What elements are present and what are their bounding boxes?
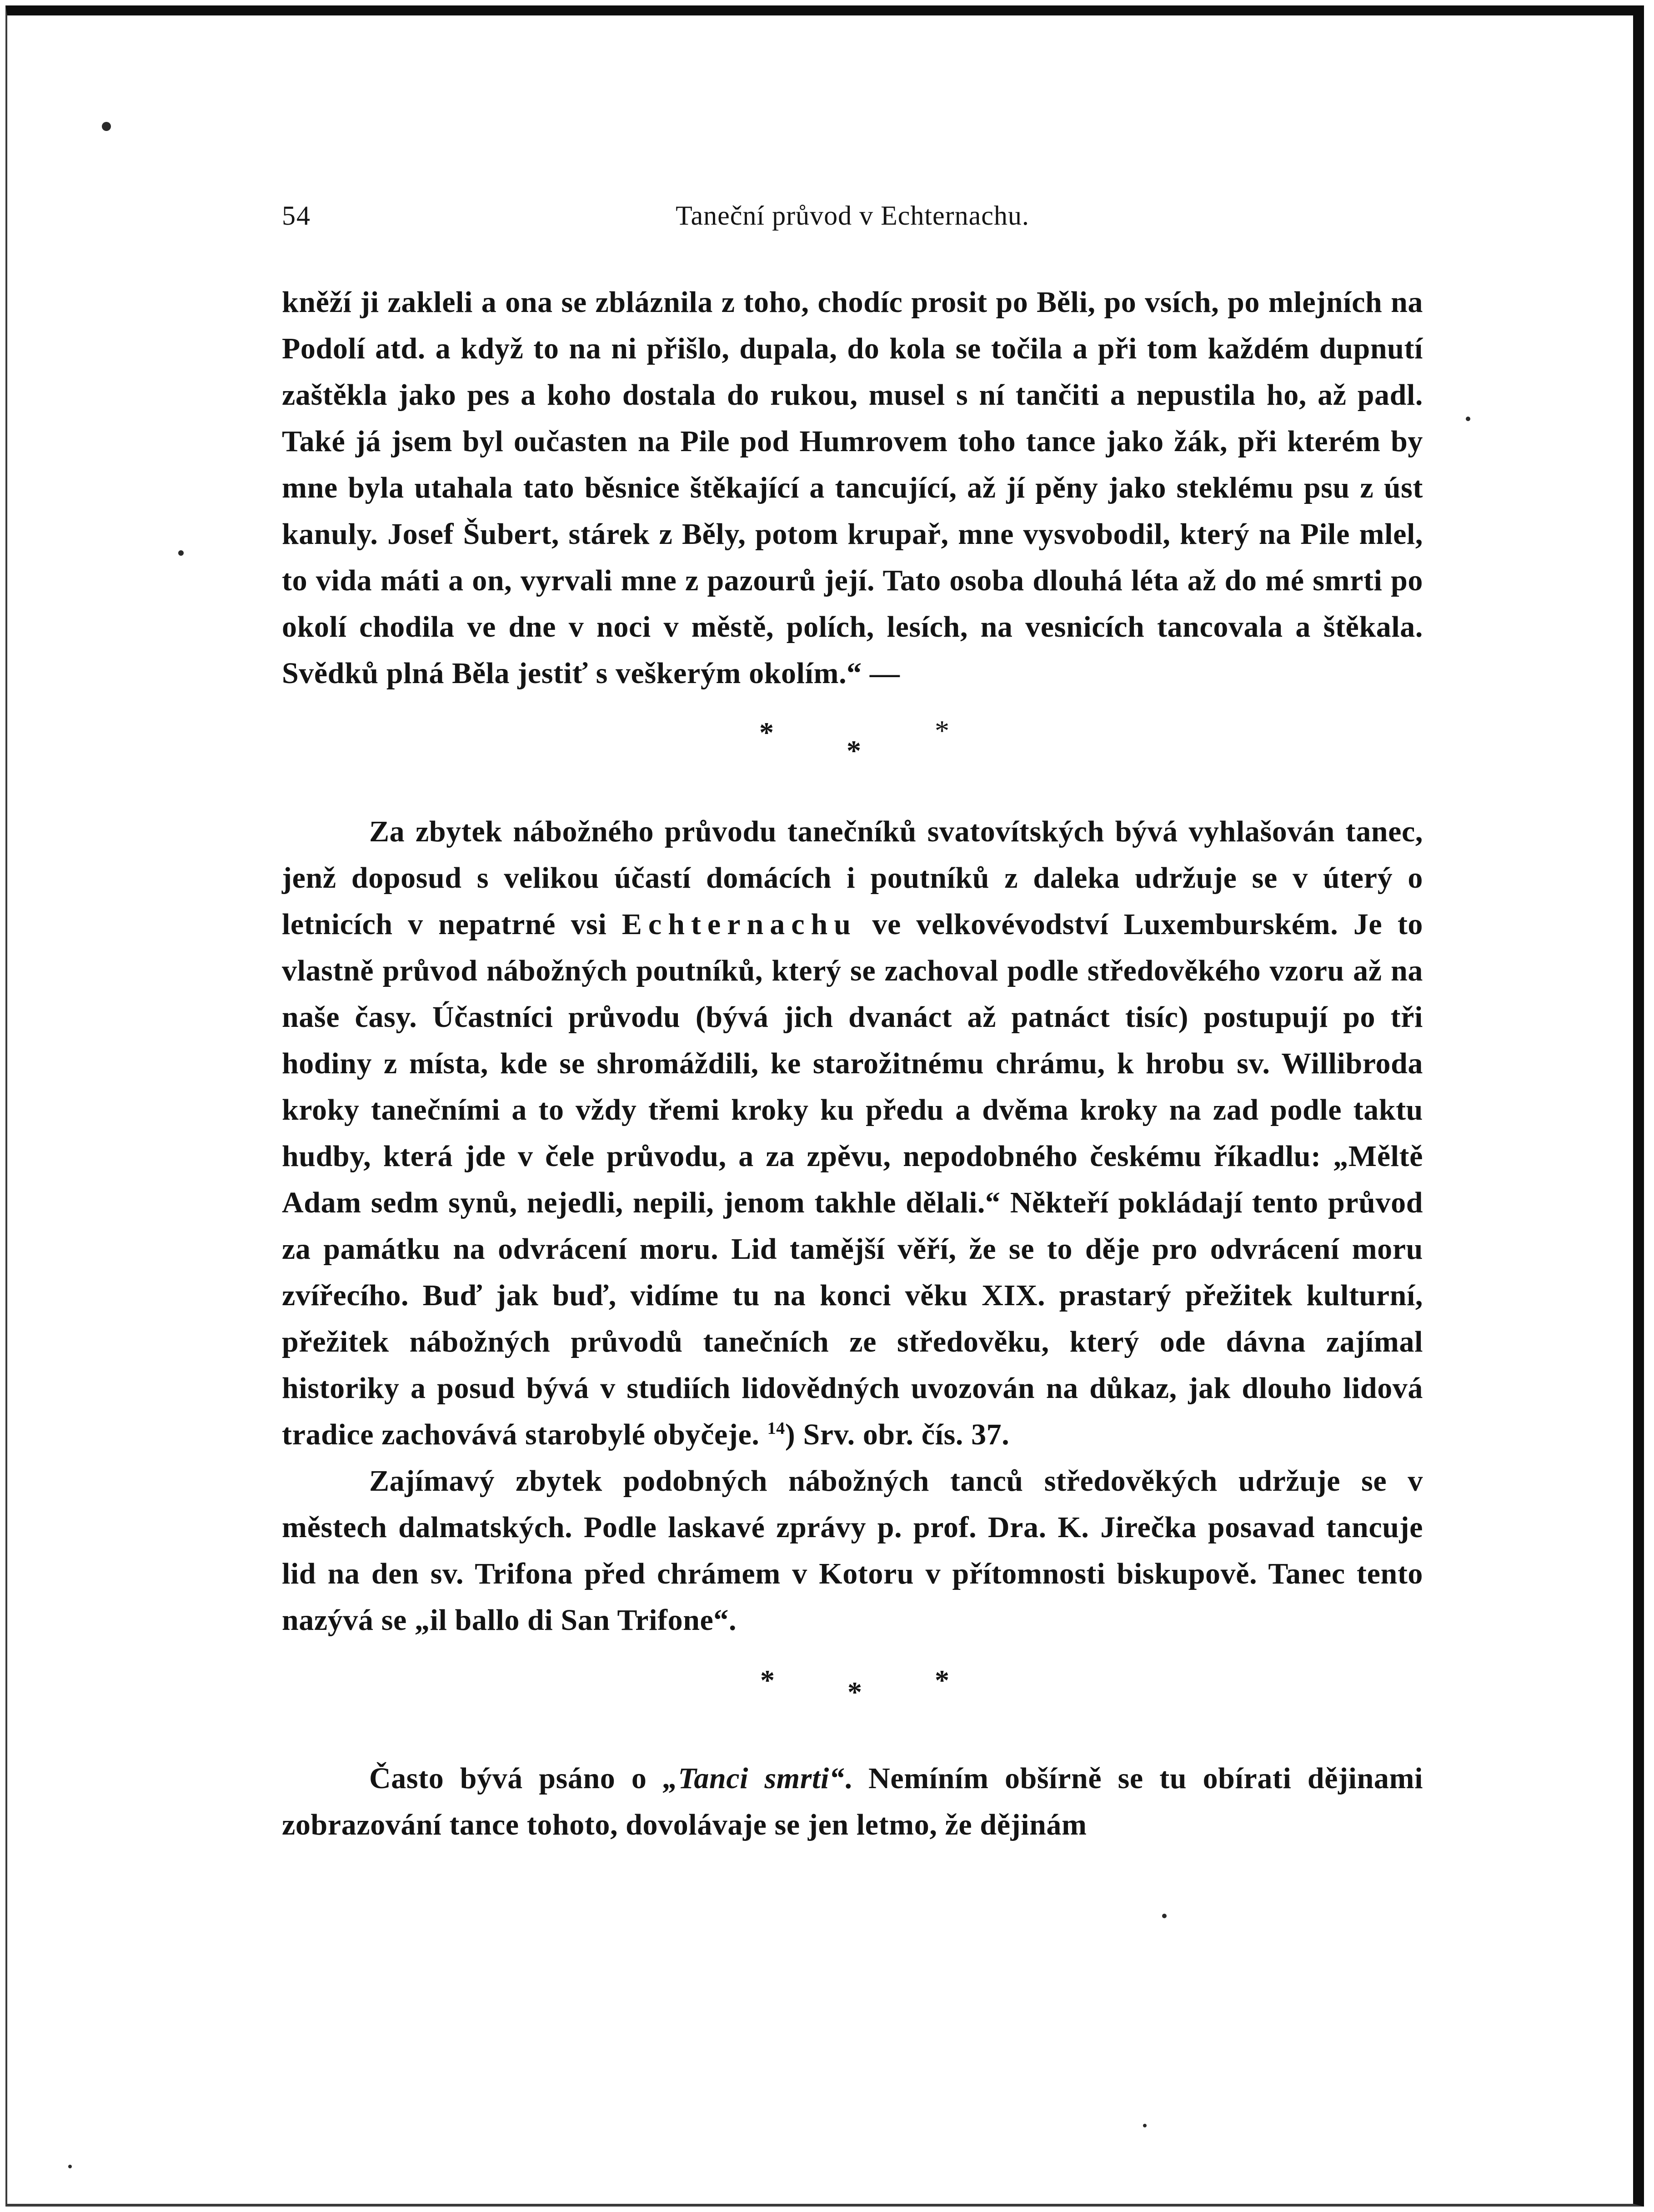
asterisk: * <box>759 716 774 749</box>
asterisk: * <box>847 1676 862 1708</box>
scan-speck <box>1466 417 1470 421</box>
asterisk: * <box>935 1664 949 1696</box>
paragraph-2-text: ve velkovévodství Luxemburském. Je to vlastně průvod nábožných poutníků, který se zachoval podle středověkého vzoru až na naše časy. Účastníci průvodu (bývá jich dvanáct až patnáct tisíc) postupují po tři hodiny z místa, kde se shromáždili, ke starožitnému chrámu, k hrobu sv. Willibroda kroky tanečními a to vždy třemi kroky ku předu a dvěma kroky na zad podle taktu hudby, která jde v čele průvodu, a za zpěvu, nepodobného českému říkadlu: „Měltě Adam sedm synů, nejedli, nepili, jenom takhle dělali.“ Někteří pokládají tento průvod za památku na odvrácení moru. Lid tamější věří, že se to děje pro odvrácení moru zvířecího. Buď jak buď, vidíme tu na konci věku XIX. prastarý přežitek kulturní, přežitek nábožných průvodů tanečních ze středověku, který ode dávna zajímal historiky a posud bývá v studiích lidovědných uvozován na důkaz, jak dlouho lidová tradice zachovává starobylé obyčeje. <box>282 908 1423 1451</box>
section-break-1 <box>282 697 1423 765</box>
paragraph-4 <box>282 1755 1423 1848</box>
running-head <box>282 200 1423 241</box>
paragraph-3: Zajímavý zbytek podobných nábožných tanců středověkých udržuje se v městech dalmatských. Podle laskavé zprávy p. prof. Dra. K. Jirečka posavad tancuje lid na den sv. Trifona před chrámem v Kotoru v přítomnosti biskupově. Tanec tento nazývá se „il ballo di San Trifone“. <box>282 1464 1423 1637</box>
scan-speck <box>1143 2124 1147 2127</box>
section-break-2 <box>282 1644 1423 1712</box>
paragraph-2 <box>282 809 1423 1458</box>
paragraph-2-text: ) Srv. obr. čís. 37. <box>785 1418 1010 1451</box>
paragraph-1: kněží ji zakleli a ona se zbláznila z toho, chodíc prosit po Běli, po vsích, po mlejních na Podolí atd. a když to na ni přišlo, dupala, do kola se točila a při tom každém dupnutí zaštěkla jako pes a koho dostala do rukou, musel s ní tančiti a nepustila ho, až padl. Také já jsem byl oučasten na Pile pod Humrovem toho tance jako žák, při kterém by mne byla utahala tato běsnice štěkající a tancující, až jí pěny jako steklému psu z úst kanuly. Josef Šubert, stárek z Běly, potom krupař, mne vysvobodil, který na Pile mlel, to vida máti a on, vyrvali mne z pazourů její. Tato osoba dlouhá léta až do mé smrti po okolí chodila ve dne v noci v městě, polích, lesích, na vesnicích tancovala a štěkala. Svědků plná Běla jestiť s veškerým okolím.“ — <box>282 286 1423 690</box>
scan-speck <box>1162 1914 1167 1918</box>
scan-speck <box>102 122 111 131</box>
asterisk: * <box>935 714 949 747</box>
paragraph-2-text: Za zbytek nábožného průvodu tanečníků svatovítských bývá vyhlašován tanec, jenž doposud s velikou účastí domácích i poutníků z daleka udržuje se v úterý o letnicích v nepatrné vsi <box>282 815 1423 941</box>
page-number: 54 <box>282 201 311 231</box>
asterisk: * <box>760 1664 775 1696</box>
place-name-spaced: Echternachu <box>622 908 857 941</box>
paragraph-4-text: Často bývá psáno o <box>369 1762 663 1795</box>
scan-speck <box>178 550 184 556</box>
paragraph-4-text: . Nemíním obšírně se tu obírati dějinami zobrazování tance tohoto, dovolávaje se jen letmo, že dějinám <box>282 1762 1423 1841</box>
asterisk: * <box>847 734 861 767</box>
emphasized-title: „Tanci smrti“ <box>662 1762 845 1795</box>
footnote-reference: 14 <box>767 1419 785 1438</box>
scan-speck <box>68 2165 72 2168</box>
running-title: Taneční průvod v Echternachu. <box>676 201 1029 231</box>
book-page <box>282 200 1423 1848</box>
